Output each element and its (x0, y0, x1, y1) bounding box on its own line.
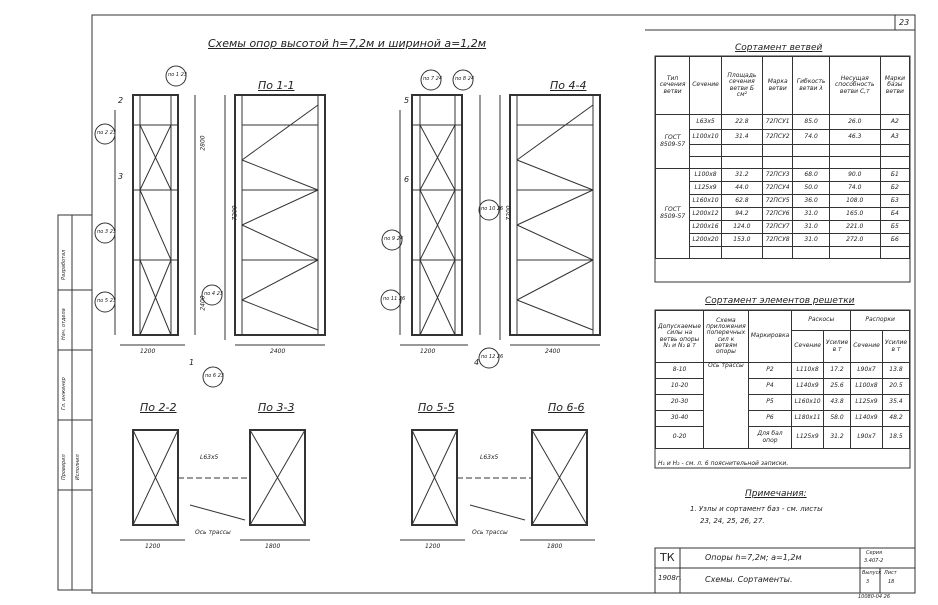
cell: 124.0 (721, 221, 762, 234)
cell: Б2 (880, 182, 909, 195)
cut-mark: 3 (118, 172, 124, 181)
plan-slope: L63x5 (200, 454, 219, 461)
cell: Для бал опор (748, 427, 792, 449)
plan-slope: L63x5 (480, 454, 499, 461)
cell: 31.4 (721, 130, 762, 145)
cell: 221.0 (829, 221, 880, 234)
node-ref: по 9 24 (384, 236, 404, 242)
cell: 85.0 (793, 115, 829, 130)
node-ref: по 6 23 (205, 373, 225, 379)
cell: 72ПСУ7 (762, 221, 793, 234)
gost-label: ГОСТ 8509-57 (656, 169, 690, 259)
node-ref: по 2 23 (97, 130, 117, 136)
view-label-5-5: По 5-5 (418, 401, 455, 414)
branches-header: Несущая способность ветви С,т (829, 57, 880, 115)
branches-header: Марка ветви (762, 57, 793, 115)
main-title: Схемы опор высотой h=7,2м и шириной a=1,2м (208, 37, 487, 50)
lattice-subheader: Сечение (792, 331, 824, 363)
cell: 44.0 (721, 182, 762, 195)
cell: L160x10 (690, 195, 722, 208)
cut-mark: 5 (404, 96, 410, 105)
tb-year: 1908г. (658, 574, 682, 582)
branches-header: Марки базы ветви (880, 57, 909, 115)
cell: Б6 (880, 234, 909, 247)
plan-6-6 (457, 430, 595, 540)
dim-height: 7200 (505, 205, 513, 221)
cell: L110x8 (792, 363, 824, 379)
node-ref: по 4 23 (204, 291, 224, 297)
node-ref: по 10 26 (481, 206, 504, 212)
cell: 17.2 (823, 363, 850, 379)
dim-width: 1200 (420, 348, 436, 355)
view-label-6-6: По 6-6 (548, 401, 585, 414)
cell: 18.5 (882, 427, 909, 449)
cell: 74.0 (829, 182, 880, 195)
notes-line: 1. Узлы и сортамент баз - см. листы (690, 505, 823, 513)
cell: 10-20 (656, 379, 704, 395)
cell: 31.0 (793, 221, 829, 234)
tb-series: 3.407-2 (864, 558, 884, 564)
stamp-signature: Проверил (61, 454, 67, 480)
view-label-2-2: По 2-2 (140, 401, 177, 414)
tb-sheet: 18 (888, 579, 895, 585)
cell: 20.5 (882, 379, 909, 395)
cell: P4 (748, 379, 792, 395)
cell: 68.0 (793, 169, 829, 182)
branches-table (655, 56, 910, 259)
cell: L100x8 (851, 379, 883, 395)
cell: 72ПСУ4 (762, 182, 793, 195)
cell: 43.8 (823, 395, 850, 411)
axis-label: Ось трассы (472, 529, 508, 536)
cell: 48.2 (882, 411, 909, 427)
node-ref: по 3 23 (97, 229, 117, 235)
cell: P5 (748, 395, 792, 411)
cell: L90x7 (851, 427, 883, 449)
notes-line: 23, 24, 25, 26, 27. (700, 517, 765, 525)
tb-issue-label: Выпуск (862, 570, 882, 576)
cell: 165.0 (829, 208, 880, 221)
stamp-signature: Разработал (61, 249, 67, 280)
cell: L125x9 (851, 395, 883, 411)
cell: 90.0 (829, 169, 880, 182)
cell: Б5 (880, 221, 909, 234)
node-ref: по 1 23 (168, 72, 188, 78)
cell: 8-10 (656, 363, 704, 379)
cell: 25.6 (823, 379, 850, 395)
dim-width: 1200 (140, 348, 156, 355)
plan-3-3 (178, 430, 310, 540)
branches-header: Площадь сечения ветви Б см² (721, 57, 762, 115)
cell: 31.2 (721, 169, 762, 182)
lattice-subheader: Сечение (851, 331, 883, 363)
lattice-header: Раскосы (792, 311, 851, 331)
cell: 72ПСУ6 (762, 208, 793, 221)
plan-dim: 1200 (145, 543, 161, 550)
scheme-label: Ось трассы (704, 363, 749, 449)
tb-name: Опоры h=7,2м; a=1,2м (705, 553, 802, 562)
cell: L100x10 (690, 130, 722, 145)
axis-label: Ось трассы (195, 529, 231, 536)
cell: 36.0 (793, 195, 829, 208)
dim-width: 2400 (545, 348, 561, 355)
cell: 35.4 (882, 395, 909, 411)
branches-header: Тип сечения ветви (656, 57, 690, 115)
dim-segment: 2400 (199, 295, 207, 311)
lattice-note: H₁ и H₂ - см. л. 6 пояснительной записки. (658, 460, 789, 467)
plan-dim: 1800 (547, 543, 563, 550)
stamp-signature: Нач. отдела (61, 308, 67, 340)
tb-series-label: Серия (866, 550, 882, 556)
lattice-subheader: Усилие в т (882, 331, 909, 363)
cell: 72ПСУ5 (762, 195, 793, 208)
cell: А2 (880, 115, 909, 130)
view-label-3-3: По 3-3 (258, 401, 295, 414)
cell: Б1 (880, 169, 909, 182)
dim-segment: 2800 (199, 135, 207, 151)
notes-title: Примечания: (745, 489, 807, 499)
cell: 31.0 (793, 234, 829, 247)
lattice-title: Сортамент элементов решетки (705, 296, 855, 306)
view-4-4-tower (400, 95, 500, 345)
cell: А3 (880, 130, 909, 145)
cell: L140x9 (792, 379, 824, 395)
node-ref: по 8 24 (455, 76, 475, 82)
cell: 31.2 (823, 427, 850, 449)
plan-dim: 1200 (425, 543, 441, 550)
lattice-subheader: Усилие в т (823, 331, 850, 363)
view-1-1-tower (115, 95, 225, 345)
cell: L63x5 (690, 115, 722, 130)
cell: Б3 (880, 195, 909, 208)
dim-width: 2400 (270, 348, 286, 355)
cell: 153.0 (721, 234, 762, 247)
cell: L160x10 (792, 395, 824, 411)
cell: 13.8 (882, 363, 909, 379)
dim-height: 7200 (231, 205, 239, 221)
plan-5-5 (400, 430, 465, 540)
view-label-4-4: По 4-4 (550, 79, 587, 92)
cell: L200x20 (690, 234, 722, 247)
lattice-header: Схема приложения поперечных сил к ветвям опоры (704, 311, 749, 363)
cell: L180x11 (792, 411, 824, 427)
cell: 0-20 (656, 427, 704, 449)
sheet-number: 23 (899, 18, 910, 27)
cell: L100x8 (690, 169, 722, 182)
cell: 58.0 (823, 411, 850, 427)
cell: L140x9 (851, 411, 883, 427)
cell: 20-30 (656, 395, 704, 411)
cell: 46.3 (829, 130, 880, 145)
cut-mark: 6 (404, 175, 410, 184)
cell: 31.0 (793, 208, 829, 221)
tb-drawing-no: 10080-04 26 (858, 594, 891, 600)
cell: 62.8 (721, 195, 762, 208)
cell: 72ПСУ1 (762, 115, 793, 130)
lattice-header: Распорки (851, 311, 910, 331)
branches-header: Сечение (690, 57, 722, 115)
cell: 72ПСУ2 (762, 130, 793, 145)
node-ref: по 11 26 (383, 296, 406, 302)
cut-mark: 1 (189, 358, 195, 367)
view-4-4-wide (510, 95, 600, 345)
cut-mark: 4 (474, 358, 480, 367)
cell: L200x12 (690, 208, 722, 221)
cell: 50.0 (793, 182, 829, 195)
cell: 94.2 (721, 208, 762, 221)
cell: 108.0 (829, 195, 880, 208)
cell: 74.0 (793, 130, 829, 145)
cell: L125x9 (792, 427, 824, 449)
gost-label: ГОСТ 8509-57 (656, 115, 690, 169)
tb-org: ТК (660, 551, 675, 564)
plan-2-2 (120, 430, 185, 540)
cell: L90x7 (851, 363, 883, 379)
cell: 272.0 (829, 234, 880, 247)
node-ref: по 7 24 (423, 76, 443, 82)
cell: 30-40 (656, 411, 704, 427)
branches-title: Сортамент ветвей (735, 43, 823, 53)
cell: L125x9 (690, 182, 722, 195)
tb-sheet-label: Лист (884, 570, 897, 576)
lattice-header: Допускаемые силы на ветвь опоры N₁ и N₂ в т (656, 311, 704, 363)
cell: 72ПСУ3 (762, 169, 793, 182)
view-label-1-1: По 1-1 (258, 79, 295, 92)
stamp-signature: Исполнил (75, 454, 81, 480)
cell: Б4 (880, 208, 909, 221)
cell: 22.8 (721, 115, 762, 130)
tb-issue: 3 (866, 579, 870, 585)
cut-mark: 2 (118, 96, 124, 105)
cell: 26.0 (829, 115, 880, 130)
node-ref: по 12 26 (481, 354, 504, 360)
branches-header: Гибкость ветви λ (793, 57, 829, 115)
plan-dim: 1800 (265, 543, 281, 550)
cell: P2 (748, 363, 792, 379)
stamp-signature: Гл. инженер (61, 377, 67, 410)
tb-subname: Схемы. Сортаменты. (705, 575, 793, 584)
cell: L200x16 (690, 221, 722, 234)
cell: 72ПСУ8 (762, 234, 793, 247)
node-ref: по 5 23 (97, 298, 117, 304)
cell: P6 (748, 411, 792, 427)
lattice-header: Маркировка (748, 311, 792, 363)
lattice-table (655, 310, 910, 449)
view-1-1-wide (231, 95, 325, 345)
